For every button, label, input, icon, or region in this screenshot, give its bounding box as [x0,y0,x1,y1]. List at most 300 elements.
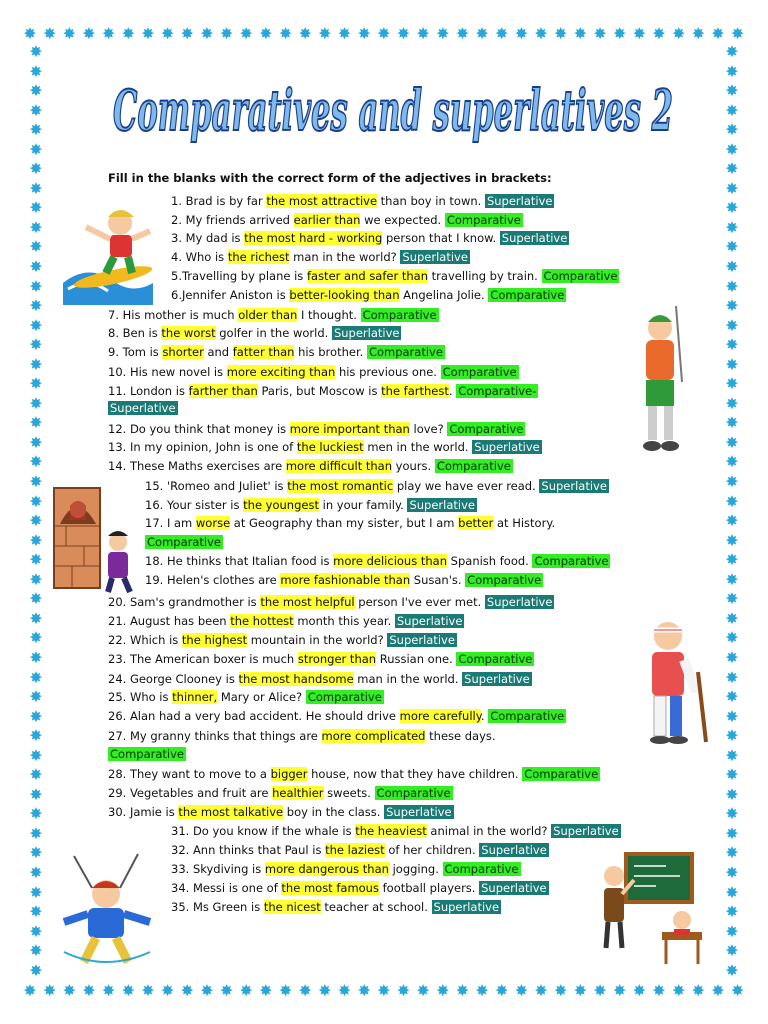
exercise-line [171,287,566,304]
comparative-tag: Comparative [490,288,565,302]
border-star-icon: ✸ [691,981,706,1000]
border-star-icon: ✸ [725,432,739,452]
border-left [26,44,46,979]
border-star-icon: ✸ [725,296,739,316]
sentence-text: Russian one. [376,652,457,666]
comparative-tag: Comparative [110,747,184,761]
exercise-line [108,689,384,706]
exercise-line [145,534,223,551]
border-star-icon: ✸ [593,24,607,43]
sentence-text: at History. [493,516,556,530]
border-star-icon: ✸ [29,81,43,101]
border-star-icon: ✸ [29,237,43,257]
comparative-tag: Comparative [490,709,565,723]
border-star-icon: ✸ [593,981,607,1000]
border-star-icon: ✸ [725,42,739,61]
exercise-line [145,515,555,532]
border-star-icon: ✸ [495,24,509,43]
sentence-text: I thought. [297,308,361,322]
sentence-text: 33. Skydiving is [171,862,265,876]
border-star-icon: ✸ [29,550,43,570]
page-title [108,62,678,150]
border-star-icon: ✸ [725,589,739,609]
golfer-illustration [632,302,690,460]
border-star-icon: ✸ [298,24,312,43]
exercise-line [108,613,464,630]
exercise-line [108,307,439,324]
border-star-icon: ✸ [725,902,739,922]
superlative-tag: Superlative [481,843,547,857]
border-star-icon: ✸ [101,24,116,43]
border-star-icon: ✸ [337,24,352,43]
border-star-icon: ✸ [29,257,43,277]
surfer-boy-illustration [58,203,158,305]
exercise-line [108,785,453,802]
border-star-icon: ✸ [23,981,37,1000]
exercise-line [145,497,477,514]
comparative-tag: Comparative [442,365,517,379]
sentence-text: men in the world. [363,440,473,454]
answer-highlight: earlier than [293,213,361,227]
exercise-line [108,671,532,688]
sentence-text: man in the world. [353,672,463,686]
border-star-icon: ✸ [455,981,470,1000]
romeo-juliet-illustration [52,486,136,594]
answer-highlight: more complicated [321,729,426,743]
border-star-icon: ✸ [652,24,666,43]
superlative-tag: Superlative [110,401,176,415]
sentence-text: golfer in the world. [215,326,332,340]
superlative-tag: Superlative [409,498,475,512]
sentence-text: 25. Who is [108,690,173,704]
answer-highlight: more exciting than [226,365,336,379]
comparative-tag: Comparative [444,862,519,876]
exercise-line [108,708,566,725]
border-star-icon: ✸ [29,296,43,316]
border-star-icon: ✸ [29,726,43,746]
answer-highlight: the hottest [230,614,294,628]
border-star-icon: ✸ [725,81,739,101]
answer-highlight: the most handsome [238,672,354,686]
sentence-text: mountain in the world? [247,633,388,647]
border-star-icon: ✸ [632,981,647,1000]
border-star-icon: ✸ [725,608,739,628]
superlative-tag: Superlative [553,824,619,838]
comparative-tag: Comparative- [458,384,537,398]
sentence-text: Angelina Jolie. [399,288,489,302]
exercise-line [108,651,534,668]
border-star-icon: ✸ [730,981,745,1000]
border-star-icon: ✸ [29,100,43,120]
border-star-icon: ✸ [239,981,253,1000]
sentence-text: 28. They want to move to a [108,767,271,781]
border-star-icon: ✸ [29,882,43,902]
answer-highlight: the most helpful [260,595,355,609]
comparative-tag: Comparative [524,767,599,781]
border-star-icon: ✸ [160,981,175,1000]
superlative-tag: Superlative [402,250,468,264]
answer-highlight: the worst [161,326,216,340]
answer-highlight: the most talkative [178,805,284,819]
border-star-icon: ✸ [29,589,43,609]
exercise-line [108,439,542,456]
border-star-icon: ✸ [42,981,57,1000]
exercise-line [108,344,445,361]
border-star-icon: ✸ [725,100,739,120]
border-star-icon: ✸ [23,24,37,43]
answer-highlight: older than [238,308,298,322]
border-star-icon: ✸ [573,24,588,43]
border-star-icon: ✸ [725,843,739,863]
border-star-icon: ✸ [725,452,739,472]
border-star-icon: ✸ [652,981,666,1000]
border-star-icon: ✸ [29,823,43,843]
border-star-icon: ✸ [29,432,43,452]
border-star-icon: ✸ [725,472,739,492]
superlative-tag: Superlative [396,614,463,628]
answer-highlight: the farthest [381,384,449,398]
sentence-text: at Geography than my sister, but I am [230,516,459,530]
answer-highlight: more important than [289,422,410,436]
exercise-line [108,594,554,611]
border-star-icon: ✸ [29,42,43,61]
border-star-icon: ✸ [29,511,43,531]
border-star-icon: ✸ [725,550,739,570]
border-star-icon: ✸ [377,24,391,43]
border-star-icon: ✸ [725,276,739,296]
skydiver-illustration [54,848,158,968]
border-star-icon: ✸ [29,374,43,394]
border-star-icon: ✸ [573,981,588,1000]
sentence-text: month this year. [293,614,395,628]
sentence-text: house, now that they have children. [307,767,523,781]
border-star-icon: ✸ [725,257,739,277]
sentence-text: 34. Messi is one of [171,881,282,895]
sentence-text: boy in the class. [283,805,385,819]
border-star-icon: ✸ [29,941,43,961]
superlative-tag: Superlative [386,805,452,819]
comparative-tag: Comparative [458,652,533,666]
border-star-icon: ✸ [725,120,739,140]
exercise-line [145,478,609,495]
border-star-icon: ✸ [725,530,739,550]
sentence-text: man in the world? [289,250,401,264]
exercise-line [108,458,513,475]
answer-highlight: bigger [270,767,308,781]
border-star-icon: ✸ [725,335,739,355]
sentence-text: these days. [425,729,496,743]
sentence-text: of her children. [384,843,480,857]
border-star-icon: ✸ [725,765,739,785]
sentence-text: person I've ever met. [354,595,485,609]
sentence-text: 8. Ben is [108,326,162,340]
sentence-text: . [448,384,457,398]
border-star-icon: ✸ [141,981,155,1000]
border-star-icon: ✸ [29,452,43,472]
exercise-line [108,325,401,342]
sentence-text: 7. His mother is much [108,308,239,322]
instruction-text: Fill in the blanks with the correct form of the adjectives in brackets: [108,171,552,185]
sentence-text: 30. Jamie is [108,805,179,819]
sentence-text: 14. These Maths exercises are [108,459,286,473]
border-star-icon: ✸ [29,843,43,863]
comparative-tag: Comparative [376,786,451,800]
answer-highlight: stronger than [297,652,377,666]
sentence-text: 29. Vegetables and fruit are [108,786,273,800]
border-star-icon: ✸ [29,569,43,589]
border-star-icon: ✸ [29,413,43,433]
sentence-text: sweets. [323,786,375,800]
sentence-text: Mary or Alice? [217,690,306,704]
exercise-line [145,572,543,589]
border-star-icon: ✸ [711,24,725,43]
sentence-text: 21. August has been [108,614,231,628]
sentence-text: 11. London is [108,384,189,398]
border-star-icon: ✸ [29,159,43,179]
comparative-tag: Comparative [436,459,511,473]
border-star-icon: ✸ [29,608,43,628]
border-star-icon: ✸ [298,981,312,1000]
sentence-text: jogging. [388,862,443,876]
border-star-icon: ✸ [29,706,43,726]
answer-highlight: the heaviest [355,824,427,838]
border-star-icon: ✸ [62,24,77,43]
border-star-icon: ✸ [632,24,647,43]
border-star-icon: ✸ [29,217,43,237]
border-star-icon: ✸ [725,921,739,941]
border-star-icon: ✸ [121,981,135,1000]
sentence-text: his previous one. [335,365,441,379]
border-star-icon: ✸ [318,24,332,43]
answer-highlight: faster and safer than [306,269,428,283]
superlative-tag: Superlative [541,479,607,493]
sentence-text: yours. [392,459,435,473]
answer-highlight: the most hard - working [244,231,383,245]
comparative-tag: Comparative [467,573,542,587]
border-star-icon: ✸ [29,862,43,882]
border-star-icon: ✸ [29,784,43,804]
sentence-text: 26. Alan had a very bad accident. He should drive [108,709,400,723]
comparative-tag: Comparative [446,213,521,227]
sentence-text: football players. [378,881,480,895]
border-star-icon: ✸ [725,960,739,980]
border-right [722,44,742,979]
border-star-icon: ✸ [725,354,739,374]
sentence-text: 27. My granny thinks that things are [108,729,322,743]
border-star-icon: ✸ [239,24,253,43]
exercise-line [108,364,519,381]
border-star-icon: ✸ [554,981,568,1000]
answer-highlight: the youngest [243,498,319,512]
border-star-icon: ✸ [219,24,234,43]
exercise-line [171,899,501,916]
border-star-icon: ✸ [725,647,739,667]
answer-highlight: the most famous [281,881,379,895]
border-star-icon: ✸ [612,24,627,43]
border-star-icon: ✸ [318,981,332,1000]
border-star-icon: ✸ [436,981,450,1000]
border-star-icon: ✸ [730,24,745,43]
answer-highlight: the laziest [325,843,385,857]
border-star-icon: ✸ [29,960,43,980]
sentence-text: 17. I am [145,516,196,530]
border-star-icon: ✸ [200,981,214,1000]
answer-highlight: thinner, [172,690,218,704]
sentence-text: 13. In my opinion, John is one of [108,440,297,454]
border-bottom [22,981,746,1001]
sentence-text: 15. 'Romeo and Juliet' is [145,479,288,493]
border-star-icon: ✸ [200,24,214,43]
comparative-tag: Comparative [534,554,609,568]
comparative-tag: Comparative [368,345,443,359]
border-star-icon: ✸ [725,159,739,179]
border-star-icon: ✸ [357,981,371,1000]
border-star-icon: ✸ [29,530,43,550]
superlative-tag: Superlative [333,326,400,340]
border-star-icon: ✸ [29,198,43,218]
exercise-line [108,746,186,763]
answer-highlight: the highest [181,633,248,647]
sentence-text: 31. Do you know if the whale is [171,824,356,838]
border-star-icon: ✸ [29,745,43,765]
border-star-icon: ✸ [725,726,739,746]
border-star-icon: ✸ [141,24,155,43]
sentence-text: teacher at school. [320,900,432,914]
border-star-icon: ✸ [436,24,450,43]
border-star-icon: ✸ [29,315,43,335]
border-star-icon: ✸ [725,139,739,159]
border-star-icon: ✸ [725,687,739,707]
superlative-tag: Superlative [486,595,553,609]
exercise-line [108,421,525,438]
injured-boy-illustration [626,612,718,746]
border-star-icon: ✸ [725,569,739,589]
border-star-icon: ✸ [514,981,529,1000]
exercise-line [171,880,549,897]
comparative-tag: Comparative [147,535,221,549]
sentence-text: 4. Who is [171,250,228,264]
sentence-text: 9. Tom is [108,345,163,359]
border-star-icon: ✸ [725,706,739,726]
answer-highlight: more difficult than [285,459,393,473]
border-star-icon: ✸ [377,981,391,1000]
exercise-line [108,766,600,783]
sentence-text: 20. Sam's grandmother is [108,595,261,609]
border-star-icon: ✸ [725,198,739,218]
sentence-text: 2. My friends arrived [171,213,294,227]
exercise-line [108,383,538,400]
border-star-icon: ✸ [495,981,509,1000]
border-star-icon: ✸ [416,981,430,1000]
sentence-text: 19. Helen's clothes are [145,573,281,587]
border-star-icon: ✸ [725,511,739,531]
border-star-icon: ✸ [29,276,43,296]
exercise-line [171,212,523,229]
border-star-icon: ✸ [29,647,43,667]
title-text: Comparatives and superlatives 2 [113,78,673,144]
teacher-blackboard-illustration [596,852,714,970]
exercise-line [171,842,549,859]
border-star-icon: ✸ [82,981,96,1000]
superlative-tag: Superlative [501,231,568,245]
sentence-text: 23. The American boxer is much [108,652,298,666]
border-star-icon: ✸ [29,765,43,785]
answer-highlight: shorter [162,345,204,359]
comparative-tag: Comparative [449,422,524,436]
exercise-line [171,193,554,210]
border-star-icon: ✸ [612,981,627,1000]
border-star-icon: ✸ [514,24,529,43]
sentence-text: 10. His new novel is [108,365,227,379]
superlative-tag: Superlative [464,672,530,686]
sentence-text: animal in the world? [426,824,552,838]
exercise-line [171,230,569,247]
superlative-tag: Superlative [486,194,553,208]
border-star-icon: ✸ [121,24,135,43]
border-star-icon: ✸ [725,315,739,335]
sentence-text: 16. Your sister is [145,498,244,512]
border-star-icon: ✸ [534,24,548,43]
border-star-icon: ✸ [29,902,43,922]
exercise-line [171,268,619,285]
border-star-icon: ✸ [725,393,739,413]
border-star-icon: ✸ [278,24,293,43]
border-star-icon: ✸ [29,921,43,941]
answer-highlight: the most romantic [287,479,394,493]
answer-highlight: the richest [227,250,290,264]
border-star-icon: ✸ [29,687,43,707]
border-star-icon: ✸ [725,237,739,257]
border-star-icon: ✸ [29,120,43,140]
answer-highlight: worse [195,516,231,530]
border-star-icon: ✸ [29,61,43,81]
sentence-text: 35. Ms Green is [171,900,264,914]
border-star-icon: ✸ [725,745,739,765]
border-star-icon: ✸ [29,139,43,159]
border-star-icon: ✸ [554,24,568,43]
comparative-tag: Comparative [307,690,382,704]
border-star-icon: ✸ [29,178,43,198]
border-star-icon: ✸ [671,981,686,1000]
answer-highlight: better [458,516,494,530]
exercise-line [171,249,470,266]
answer-highlight: the nicest [263,900,321,914]
answer-highlight: healthier [272,786,324,800]
border-star-icon: ✸ [711,981,725,1000]
border-star-icon: ✸ [691,24,706,43]
border-star-icon: ✸ [725,823,739,843]
answer-highlight: better-looking than [289,288,400,302]
sentence-text: Paris, but Moscow is [257,384,382,398]
answer-highlight: more delicious than [333,554,448,568]
exercise-line [171,823,621,840]
border-star-icon: ✸ [29,472,43,492]
border-star-icon: ✸ [82,24,96,43]
border-star-icon: ✸ [42,24,57,43]
sentence-text: 24. George Clooney is [108,672,239,686]
answer-highlight: fatter than [232,345,295,359]
sentence-text: 6.Jennifer Aniston is [171,288,290,302]
border-star-icon: ✸ [219,981,234,1000]
border-star-icon: ✸ [337,981,352,1000]
border-star-icon: ✸ [416,24,430,43]
sentence-text: 12. Do you think that money is [108,422,290,436]
border-top [22,24,746,44]
answer-highlight: farther than [188,384,258,398]
border-star-icon: ✸ [29,393,43,413]
border-star-icon: ✸ [278,981,293,1000]
border-star-icon: ✸ [455,24,470,43]
